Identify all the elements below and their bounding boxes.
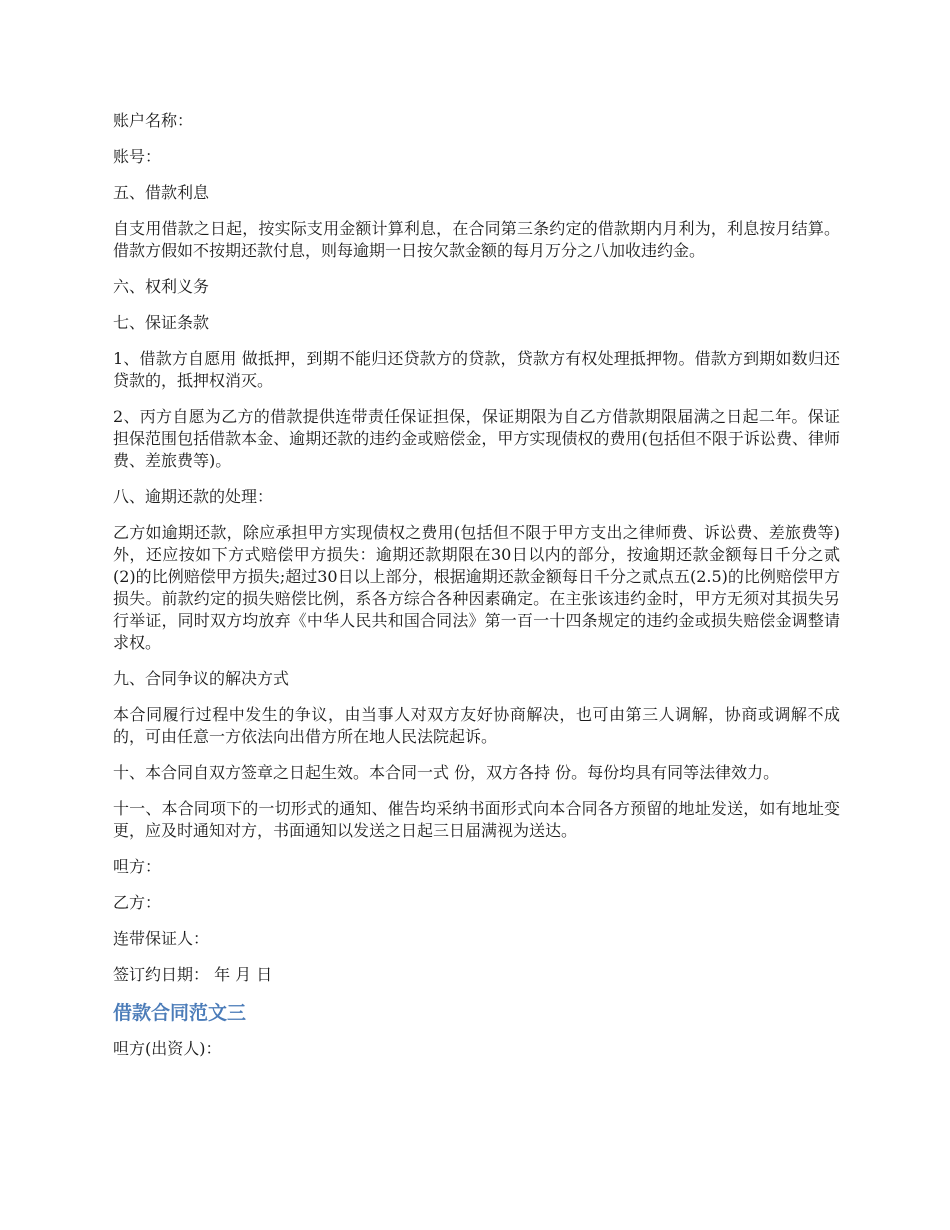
section-heading: 借款合同范文三 <box>113 1002 247 1024</box>
section-7-title: 七、保证条款 <box>113 313 210 332</box>
party-b-signature-line: 乙方： <box>113 893 162 912</box>
section-8-body: 乙方如逾期还款，除应承担甲方实现债权之费用(包括但不限于甲方支出之律师费、诉讼费、差旅费等)外，还应按如下方式赔偿甲方损失：逾期还款期限在30日以内的部分，按逾期还款金额每日千分之贰(2)的比例赔偿甲方损失;超过30日以上部分，根据逾期还款金额每日千分之贰点五(2.5)的比例赔偿甲方损失。前款约定的损失赔偿比例，系各方综合各种因素确定。在主张该违约金时，甲方无须对其损失另行举证，同时双方均放弃《中华人民共和国合同法》第一百一十四条规定的违约金或损失赔偿金调整请求权。 <box>113 523 840 652</box>
section-7-clause-2: 2、丙方自愿为乙方的借款提供连带责任保证担保，保证期限为自乙方借款期限届满之日起二年。保证担保范围包括借款本金、逾期还款的违约金或赔偿金，甲方实现债权的费用(包括但不限于诉讼费、律师费、差旅费等)。 <box>113 407 840 470</box>
section-11-body: 十一、本合同项下的一切形式的通知、催告均采纳书面形式向本合同各方预留的地址发送，如有地址变更，应及时通知对方，书面通知以发送之日起三日届满视为送达。 <box>113 799 840 840</box>
lender-line: 呾方(出资人)： <box>113 1039 222 1058</box>
section-8-title: 八、逾期还款的处理： <box>113 487 274 506</box>
section-9-body: 本合同履行过程中发生的争议，由当事人对双方友好协商解决，也可由第三人调解，协商或调解不成的，可由任意一方依法向出借方所在地人民法院起诉。 <box>113 705 840 746</box>
section-9-title: 九、合同争议的解决方式 <box>113 669 290 688</box>
account-name-line: 账户名称： <box>113 111 194 130</box>
section-6-title: 六、权利义务 <box>113 277 210 296</box>
section-10-body: 十、本合同自双方签章之日起生效。本合同一式 份，双方各持 份。每份均具有同等法律效力。 <box>113 763 780 782</box>
account-number-line: 账号： <box>113 147 162 166</box>
section-7-clause-1: 1、借款方自愿用 做抵押，到期不能归还贷款方的贷款，贷款方有权处理抵押物。借款方到期如数归还贷款的，抵押权消灭。 <box>113 349 840 390</box>
party-a-signature-line: 呾方： <box>113 857 162 876</box>
section-5-title: 五、借款利息 <box>113 183 210 202</box>
document-page <box>113 110 840 1074</box>
section-5-body: 自支用借款之日起，按实际支用金额计算利息，在合同第三条约定的借款期内月利为，利息按月结算。借款方假如不按期还款付息，则每逾期一日按欠款金额的每月万分之八加收违约金。 <box>113 219 840 260</box>
guarantor-signature-line: 连带保证人： <box>113 929 210 948</box>
signing-date-line: 签订约日期： 年 月 日 <box>113 965 273 984</box>
